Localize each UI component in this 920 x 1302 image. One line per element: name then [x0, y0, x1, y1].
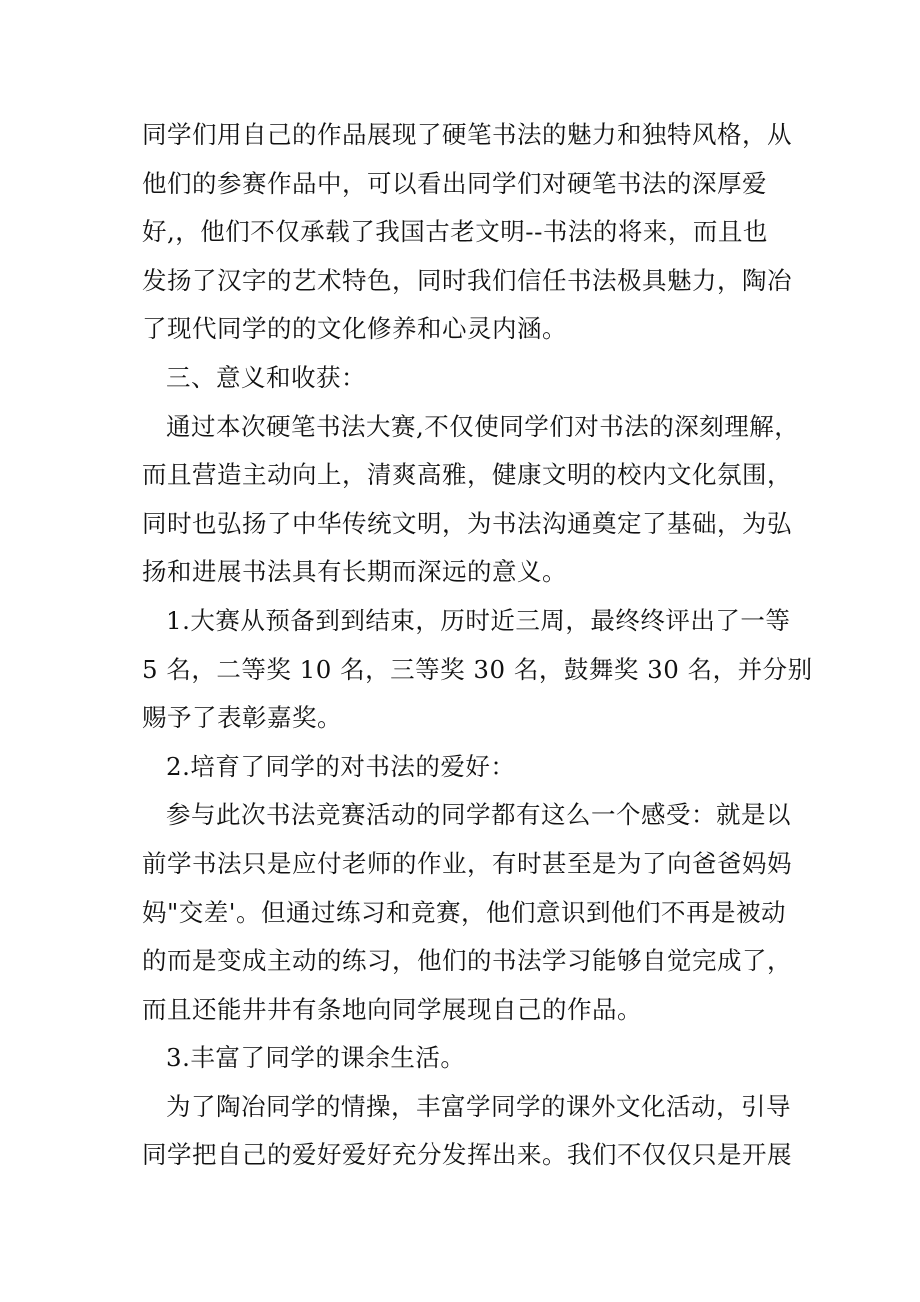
list-item-2: 2.培育了同学的对书法的爱好：: [166, 751, 516, 781]
text-line-15: 参与此次书法竞赛活动的同学都有这么一个感受：就是以: [166, 800, 791, 830]
text-line-9: 同时也弘扬了中华传统文明，为书法沟通奠定了基础，为弘: [142, 508, 792, 538]
list-item-1: 1.大赛从预备到到结束，历时近三周，最终终评出了一等: [166, 605, 791, 635]
text-line-19: 而且还能井井有条地向同学展现自己的作品。: [142, 994, 642, 1024]
text-line-2: 他们的参赛作品中，可以看出同学们对硬笔书法的深厚爱: [142, 168, 767, 198]
text-line-4: 发扬了汉字的艺术特色，同时我们信任书法极具魅力，陶冶: [142, 265, 792, 295]
text-line-22: 同学把自己的爱好爱好充分发挥出来。我们不仅仅只是开展: [142, 1140, 792, 1170]
section-heading: 三、意义和收获：: [166, 362, 366, 392]
text-line-21: 为了陶冶同学的情操，丰富学同学的课外文化活动，引导: [166, 1091, 791, 1121]
text-line-8: 而且营造主动向上，清爽高雅，健康文明的校内文化氛围，: [142, 460, 792, 490]
text-line-13: 赐予了表彰嘉奖。: [142, 703, 342, 733]
text-line-10: 扬和进展书法具有长期而深远的意义。: [142, 557, 567, 587]
text-line-7: 通过本次硬笔书法大赛,不仅使同学们对书法的深刻理解，: [166, 411, 800, 441]
text-line-18: 的而是变成主动的练习，他们的书法学习能够自觉完成了，: [142, 946, 792, 976]
text-line-1: 同学们用自己的作品展现了硬笔书法的魅力和独特风格，从: [142, 120, 792, 149]
list-item-3: 3.丰富了同学的课余生活。: [166, 1043, 466, 1073]
text-line-5: 了现代同学的的文化修养和心灵内涵。: [142, 314, 567, 344]
document-body: [142, 111, 813, 1180]
text-line-16: 前学书法只是应付老师的作业，有时甚至是为了向爸爸妈妈: [142, 848, 792, 878]
text-line-3: 好,，他们不仅承载了我国古老文明--书法的将来，而且也: [142, 217, 768, 247]
text-line-12: 5 名，二等奖 10 名，三等奖 30 名，鼓舞奖 30 名，并分别: [142, 654, 813, 684]
text-line-17: 妈"交差'。但通过练习和竞赛，他们意识到他们不再是被动: [142, 897, 787, 927]
